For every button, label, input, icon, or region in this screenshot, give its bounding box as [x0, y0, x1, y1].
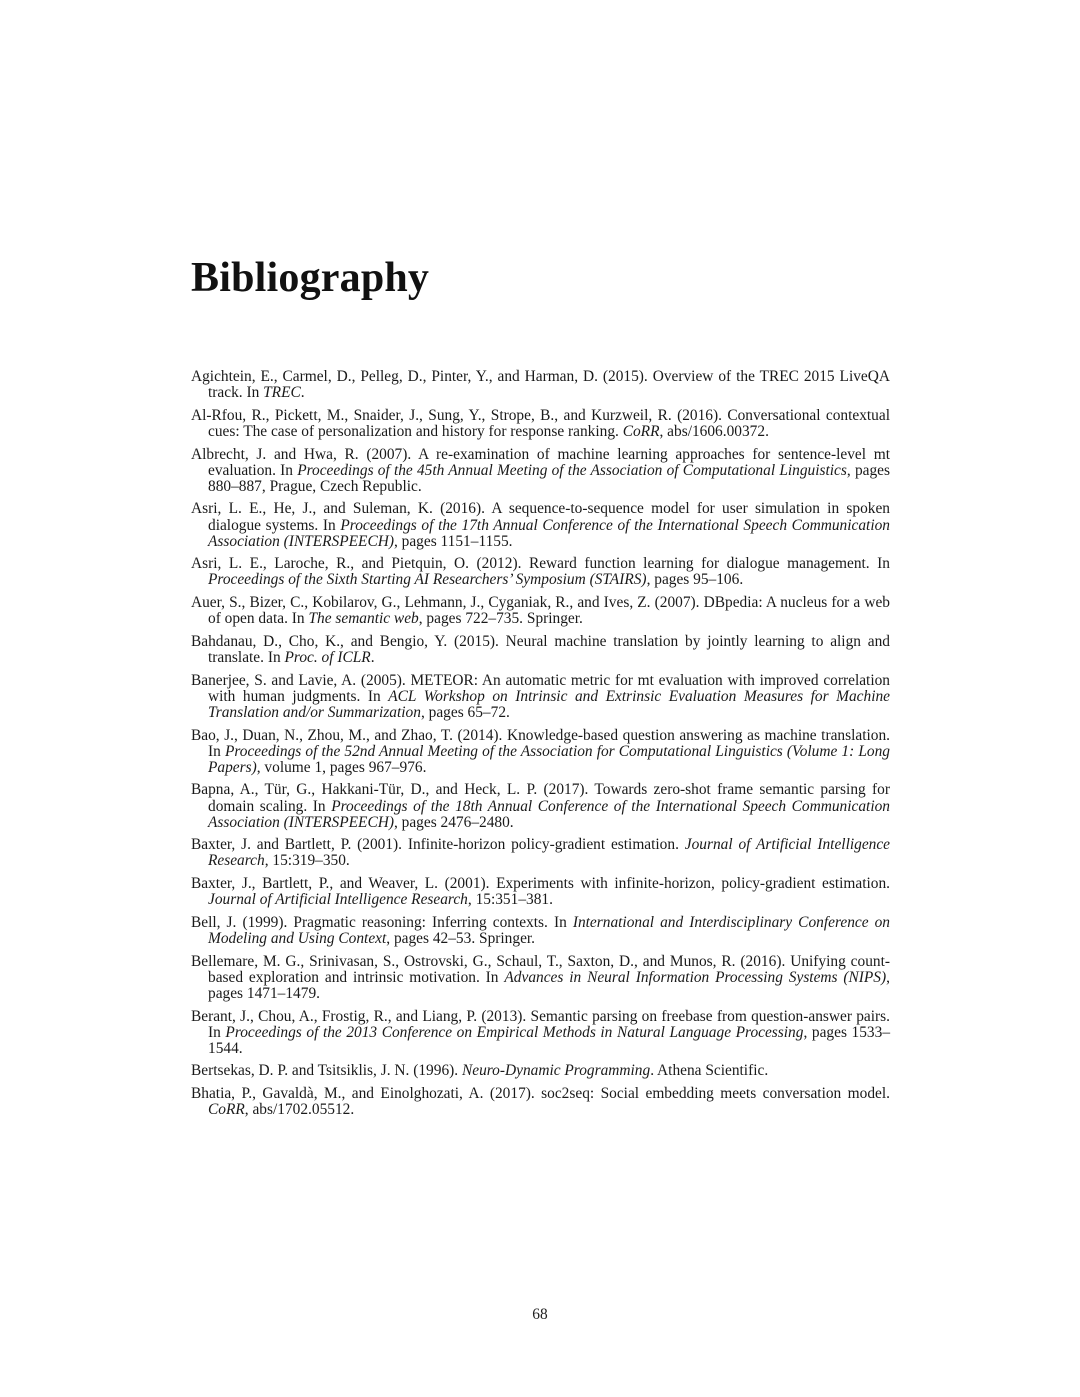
- reference-text: , 15:351–381.: [467, 891, 553, 909]
- reference-text: Bertsekas, D. P. and Tsitsiklis, J. N. (1996).: [191, 1062, 462, 1080]
- reference-venue: International and Interdisciplinary Conference on Modeling and Using Context: [208, 913, 890, 947]
- reference-venue: Proceedings of the 2013 Conference on Empirical Methods in Natural Language Processing: [225, 1023, 804, 1041]
- reference-entry: [191, 1086, 890, 1118]
- reference-text: , volume 1, pages 967–976.: [256, 758, 427, 776]
- reference-text: , pages 42–53. Springer.: [386, 929, 536, 947]
- reference-text: Bahdanau, D., Cho, K., and Bengio, Y. (2015). Neural machine translation by jointly learning to align and translate. In: [191, 632, 890, 666]
- reference-text: Banerjee, S. and Lavie, A. (2005). METEOR: An automatic metric for mt evaluation with improved correlation with human judgments. In: [191, 671, 890, 705]
- reference-entry: [191, 1063, 890, 1079]
- reference-text: Baxter, J., Bartlett, P., and Weaver, L. (2001). Experiments with infinite-horizon, policy-gradient estimation.: [191, 875, 890, 893]
- reference-entry: [191, 954, 890, 1002]
- reference-venue: Proceedings of the 52nd Annual Meeting of the Association for Computational Linguistics (Volume 1: Long Papers): [208, 742, 890, 776]
- page-title: Bibliography: [191, 255, 430, 301]
- reference-entry: [191, 876, 890, 908]
- reference-text: Baxter, J. and Bartlett, P. (2001). Infinite-horizon policy-gradient estimation.: [191, 836, 685, 854]
- reference-text: , pages 65–72.: [420, 703, 510, 721]
- reference-text: Al-Rfou, R., Pickett, M., Snaider, J., Sung, Y., Strope, B., and Kurzweil, R. (2016). Conversational contextual cues: The case of personalization and history for response ranking.: [191, 406, 890, 440]
- reference-entry: [191, 369, 890, 401]
- page-number: 68: [532, 1306, 548, 1323]
- reference-text: .: [300, 384, 305, 402]
- reference-entry: [191, 634, 890, 666]
- reference-text: , pages 722–735. Springer.: [418, 610, 583, 628]
- reference-venue: Proceedings of the 18th Annual Conference of the International Speech Communication Association (INTERSPEECH): [208, 797, 890, 831]
- reference-entry: [191, 673, 890, 721]
- reference-venue: Journal of Artificial Intelligence Research: [208, 891, 468, 909]
- reference-list: [191, 369, 890, 1125]
- reference-text: Berant, J., Chou, A., Frostig, R., and Liang, P. (2013). Semantic parsing on freebase from question-answer pairs. In: [191, 1007, 890, 1041]
- reference-venue: ACL Workshop on Intrinsic and Extrinsic Evaluation Measures for Machine Translation and/or Summarization: [208, 687, 890, 721]
- reference-venue: Proceedings of the Sixth Starting AI Researchers’ Symposium (STAIRS): [208, 571, 647, 589]
- reference-text: , abs/1702.05512.: [244, 1101, 355, 1119]
- reference-text: Asri, L. E., He, J., and Suleman, K. (2016). A sequence-to-sequence model for user simulation in spoken dialogue systems. In: [191, 500, 890, 534]
- reference-venue: Journal of Artificial Intelligence Research: [208, 836, 891, 870]
- reference-entry: [191, 837, 890, 869]
- reference-venue: TREC: [263, 384, 301, 402]
- reference-entry: [191, 595, 890, 627]
- reference-text: Bao, J., Duan, N., Zhou, M., and Zhao, T. (2014). Knowledge-based question answering as machine translation. In: [191, 726, 890, 760]
- reference-text: Bapna, A., Tür, G., Hakkani-Tür, D., and Heck, L. P. (2017). Towards zero-shot frame semantic parsing for domain scaling. In: [191, 781, 890, 815]
- reference-text: , pages 1533–1544.: [208, 1023, 891, 1057]
- reference-entry: [191, 556, 890, 588]
- reference-venue: CoRR: [622, 422, 660, 440]
- reference-text: Auer, S., Bizer, C., Kobilarov, G., Lehmann, J., Cyganiak, R., and Ives, Z. (2007). DBpedia: A nucleus for a web of open data. In: [191, 594, 890, 628]
- reference-text: Albrecht, J. and Hwa, R. (2007). A re-examination of machine learning approaches for sentence-level mt evaluation. In: [191, 445, 890, 479]
- reference-venue: CoRR: [208, 1101, 245, 1119]
- reference-entry: [191, 408, 890, 440]
- reference-text: Asri, L. E., Laroche, R., and Pietquin, O. (2012). Reward function learning for dialogue management. In: [191, 555, 890, 573]
- reference-text: Bellemare, M. G., Srinivasan, S., Ostrovski, G., Schaul, T., Saxton, D., and Munos, R. (2016). Unifying count-based exploration and intrinsic motivation. In: [191, 952, 890, 986]
- reference-text: , pages 880–887, Prague, Czech Republic.: [208, 461, 890, 495]
- reference-text: . Athena Scientific.: [650, 1062, 769, 1080]
- reference-venue: Advances in Neural Information Processing Systems (NIPS): [504, 968, 887, 986]
- reference-venue: Proceedings of the 45th Annual Meeting of the Association of Computational Linguistics: [297, 461, 847, 479]
- reference-text: , pages 1151–1155.: [393, 532, 513, 550]
- reference-entry: [191, 1009, 890, 1057]
- reference-venue: Neuro-Dynamic Programming: [461, 1062, 651, 1080]
- reference-entry: [191, 782, 890, 830]
- reference-text: , abs/1606.00372.: [659, 422, 769, 440]
- reference-text: , pages 2476–2480.: [393, 813, 514, 831]
- reference-entry: [191, 447, 890, 495]
- reference-entry: [191, 501, 890, 549]
- reference-venue: Proceedings of the 17th Annual Conference of the International Speech Communication Association (INTERSPEECH): [208, 516, 891, 550]
- reference-text: , 15:319–350.: [264, 852, 350, 870]
- reference-text: Bell, J. (1999). Pragmatic reasoning: Inferring contexts. In: [191, 913, 573, 931]
- reference-text: .: [370, 648, 375, 666]
- reference-text: , pages 95–106.: [646, 571, 744, 589]
- reference-venue: The semantic web: [308, 610, 419, 628]
- reference-entry: [191, 915, 890, 947]
- reference-venue: Proc. of ICLR: [284, 648, 371, 666]
- reference-text: Bhatia, P., Gavaldà, M., and Einolghozati, A. (2017). soc2seq: Social embedding meets conversation model.: [191, 1085, 890, 1103]
- reference-entry: [191, 728, 890, 776]
- reference-text: , pages 1471–1479.: [208, 968, 890, 1002]
- reference-text: Agichtein, E., Carmel, D., Pelleg, D., Pinter, Y., and Harman, D. (2015). Overview of the TREC 2015 LiveQA track. In: [191, 368, 890, 402]
